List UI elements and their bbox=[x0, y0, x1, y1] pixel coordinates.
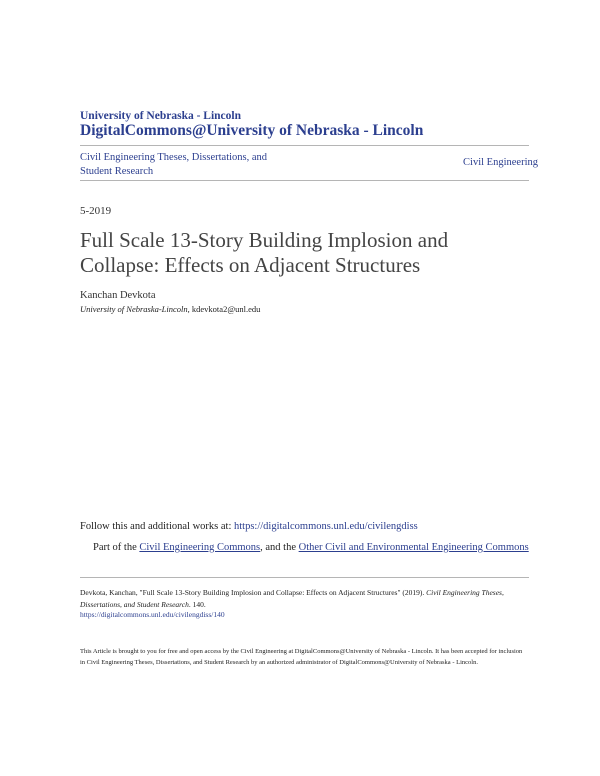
citation-number: . 140. bbox=[188, 600, 206, 609]
citation-text: Devkota, Kanchan, "Full Scale 13-Story Building Implosion and Collapse: Effects on Adjacent Structures" (2019). bbox=[80, 588, 427, 597]
civil-engineering-commons-link[interactable]: Civil Engineering Commons bbox=[139, 542, 261, 553]
citation-url[interactable]: https://digitalcommons.unl.edu/civilengdiss/140 bbox=[80, 610, 225, 619]
recommended-citation bbox=[80, 587, 530, 611]
other-civil-env-commons-link[interactable]: Other Civil and Environmental Engineering Commons bbox=[298, 542, 529, 553]
access-notice: This Article is brought to you for free and open access by the Civil Engineering at DigitalCommons@University of Nebraska - Lincoln. It has been accepted for inclusion in Civil Engineering Theses, Dissertations, and Student Research by an authorized administrator of DigitalCommons@University of Nebraska - Lincoln. bbox=[80, 648, 523, 666]
header-divider-bottom bbox=[80, 180, 529, 181]
department-link[interactable]: Civil Engineering bbox=[463, 157, 538, 168]
citation-divider bbox=[80, 577, 529, 578]
follow-line bbox=[80, 521, 418, 532]
author-email: , kdevkota2@unl.edu bbox=[187, 304, 261, 314]
part-of-mid: , and the bbox=[260, 542, 299, 553]
author-name: Kanchan Devkota bbox=[80, 290, 156, 301]
paper-title: Full Scale 13-Story Building Implosion and Collapse: Effects on Adjacent Structures bbox=[80, 228, 449, 277]
collection-link[interactable]: Civil Engineering Theses, Dissertations, and Student Research bbox=[80, 152, 268, 177]
publication-date: 5-2019 bbox=[80, 205, 112, 217]
header-divider-top bbox=[80, 145, 529, 146]
repository-name[interactable]: DigitalCommons@University of Nebraska - Lincoln bbox=[80, 122, 424, 139]
affiliation-name: University of Nebraska-Lincoln bbox=[80, 304, 188, 314]
follow-link[interactable]: https://digitalcommons.unl.edu/civilengdiss bbox=[234, 521, 418, 532]
part-of-line bbox=[80, 540, 530, 556]
citation-series: Civil Engineering Theses, Dissertations, and Student Research bbox=[80, 588, 504, 609]
author-affiliation bbox=[80, 304, 260, 314]
part-of-prefix: Part of the bbox=[93, 542, 140, 553]
institution-name[interactable]: University of Nebraska - Lincoln bbox=[80, 110, 241, 122]
follow-label: Follow this and additional works at: bbox=[80, 521, 234, 532]
